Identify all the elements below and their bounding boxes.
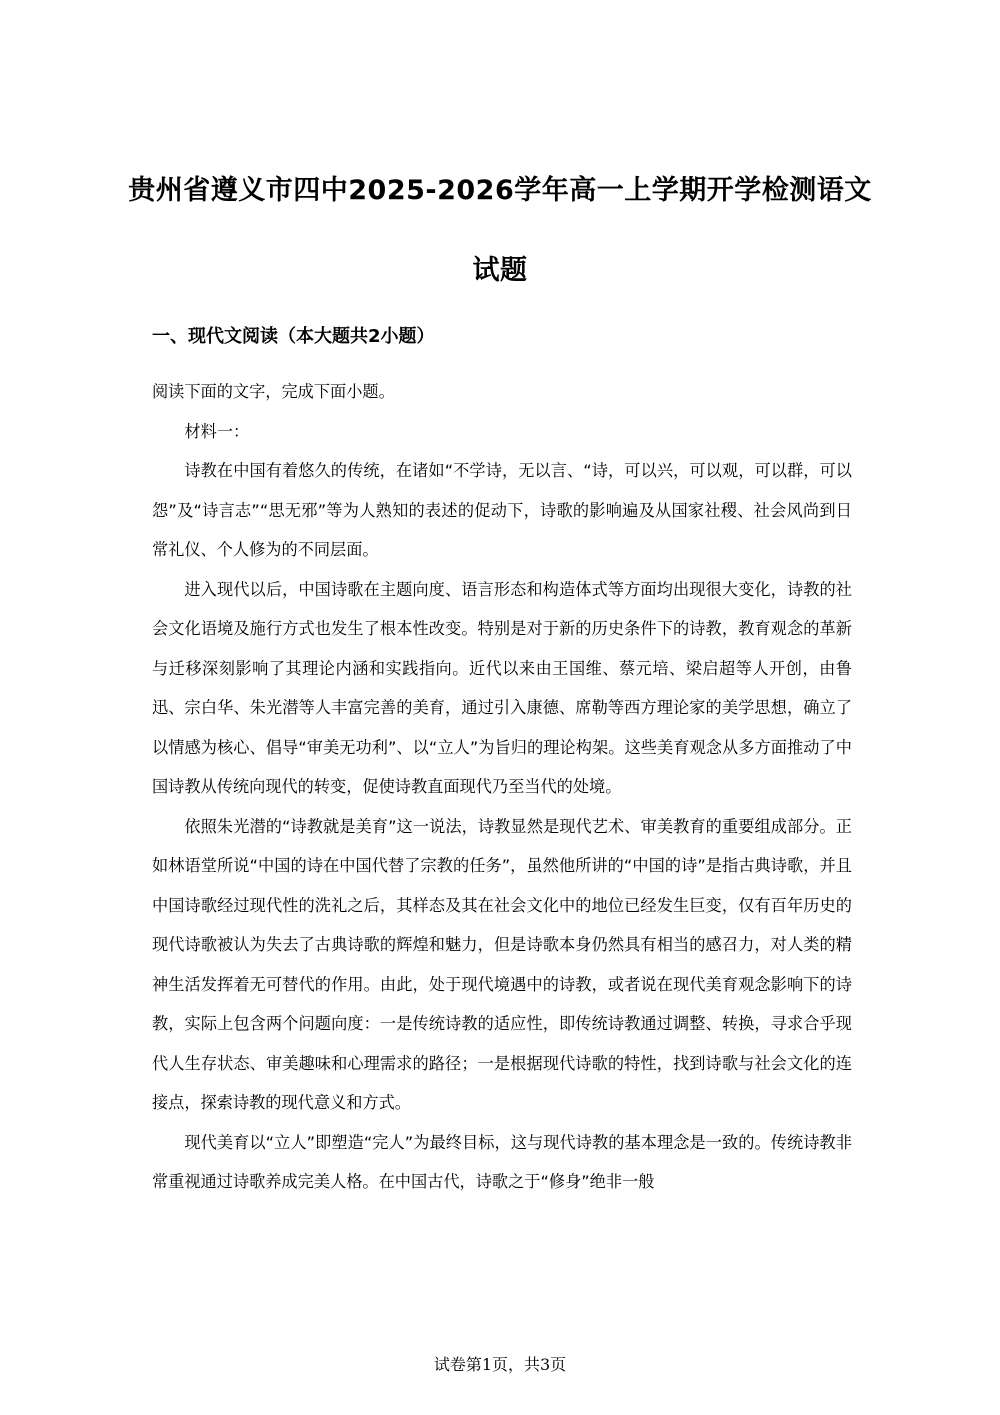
paragraph-2: 进入现代以后，中国诗歌在主题向度、语言形态和构造体式等方面均出现很大变化，诗教的社会文化语境及施行方式也发生了根本性改变。特别是对于新的历史条件下的诗教，教育观念的革新与迁移深刻影响了其理论内涵和实践指向。近代以来由王国维、蔡元培、梁启超等人开创，由鲁迅、宗白华、朱光潜等人丰富完善的美育，通过引入康德、席勒等西方理论家的美学思想，确立了以情感为核心、倡导“审美无功利”、以“立人”为旨归的理论构架。这些美育观念从多方面推动了中国诗教从传统向现代的转变，促使诗教直面现代乃至当代的处境。 <box>152 579 852 796</box>
paragraph-4: 现代美育以“立人”即塑造“完人”为最终目标，这与现代诗教的基本理念是一致的。传统诗教非常重视通过诗歌养成完美人格。在中国古代，诗歌之于“修身”绝非一般 <box>152 1132 852 1191</box>
paragraph-3: 依照朱光潜的“诗教就是美育”这一说法，诗教显然是现代艺术、审美教育的重要组成部分。正如林语堂所说“中国的诗在中国代替了宗教的任务”，虽然他所讲的“中国的诗”是指古典诗歌，并且中国诗歌经过现代性的洗礼之后，其样态及其在社会文化中的地位已经发生巨变，仅有百年历史的现代诗歌被认为失去了古典诗歌的辉煌和魅力，但是诗歌本身仍然具有相当的感召力，对人类的精神生活发挥着无可替代的作用。由此，处于现代境遇中的诗教，或者说在现代美育观念影响下的诗教，实际上包含两个问题向度：一是传统诗教的适应性，即传统诗教通过调整、转换，寻求合乎现代人生存状态、审美趣味和心理需求的路径；一是根据现代诗歌的特性，找到诗歌与社会文化的连接点，探索诗教的现代意义和方式。 <box>152 816 852 1112</box>
document-body <box>152 372 852 1202</box>
instruction-text: 阅读下面的文字，完成下面小题。 <box>152 382 395 401</box>
document-title-line-1: 贵州省遵义市四中2025-2026学年高一上学期开学检测语文 <box>128 175 872 206</box>
page-footer: 试卷第1页，共3页 <box>433 1355 567 1374</box>
material-label: 材料一： <box>184 421 250 441</box>
section-heading: 一、现代文阅读（本大题共2小题） <box>152 326 435 347</box>
paragraph-1: 诗教在中国有着悠久的传统，在诸如“不学诗，无以言、“诗，可以兴，可以观，可以群，可以怨”及“诗言志”“思无邪”等为人熟知的表述的促动下，诗歌的影响遍及从国家社稷、社会风尚到日常礼仪、个人修为的不同层面。 <box>152 461 852 559</box>
document-title-line-2: 试题 <box>472 255 528 286</box>
